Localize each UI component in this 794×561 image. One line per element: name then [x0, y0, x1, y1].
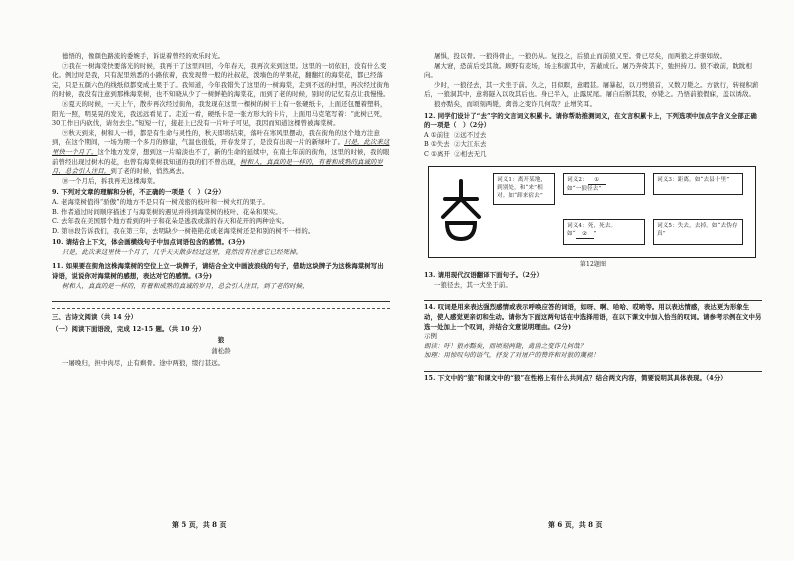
poem-line: 屠大窘，恐前后受其敌。顾野有麦场，场主积薪其中，苫蔽成丘。屠乃奔倚其下，弛担持刀。狼不敢前，眈眈相向。 [424, 61, 753, 80]
paragraph: ⑩一个月后，拆我再无这棵海棠。 [62, 176, 160, 185]
answer-line[interactable] [52, 294, 390, 302]
page-number-left: 第 5 页，共 8 页 [172, 520, 227, 529]
meaning-card-2: 词义2： ① 如“一狼径去” [563, 173, 645, 195]
answer-lines [52, 294, 390, 302]
poem-author: 蒲松龄 [211, 347, 231, 356]
question-15: 15. 下文中的“狼”和课文中的“狼”在性格上有什么共同点？结合两文内容，简要说明其具体表现。（4分） [424, 373, 727, 382]
question-13: 13. 请用现代汉语翻译下面句子。（2分） [424, 271, 543, 280]
question-11: 11. 如果要在街角这株海棠树的空位上立一块牌子，请结合全文中画波浪线的句子，借助这块牌子为这株海棠树写出诗语，说说你对海棠树的感想，表达对它的感情。(3分) [52, 262, 384, 281]
meaning-card-4: 词义4：死，死去。 如“ ② ” [563, 219, 645, 245]
underlined-sentence: 树和人，真真的是一样的，有着和成熟的真诚的岁月，总会引人注目， [52, 157, 384, 176]
blank-2[interactable]: ② [576, 230, 594, 239]
figure-caption: 第12题图 [579, 260, 607, 268]
option-a: A. 老海棠树值得“骄傲”的地方不是只有一树茂密的枝叶和一树火红的果子。 [52, 197, 269, 206]
answer-line[interactable] [424, 293, 762, 301]
right-page [424, 52, 762, 383]
poem-line: 狼亦黠矣，而顷刻两毙，禽兽之变诈几何哉？止增笑耳。 [434, 99, 597, 108]
option-c: C ①离开 ②相去无几 [424, 149, 487, 158]
question-10: 10. 请结合上下文，体会画横线句子中加点词语包含的感情。(3分) [52, 238, 246, 247]
paragraph [52, 129, 390, 177]
poem-line: 屠惧，投以骨。一狼得骨止，一狼仍从。复投之，后狼止而前狼又至。骨已尽矣，而两狼之并驱如故。 [434, 52, 727, 60]
option-b: B. 作者通过时间顺序描述了与海棠树的遇见并得到海棠树的枝叶、花朵和果实。 [52, 207, 282, 216]
left-page [52, 52, 390, 368]
poem-line: 一屠晚归，担中肉尽，止有剩骨。途中两狼，缀行甚远。 [62, 358, 225, 367]
question-14: 14. 叹词是用来表达强烈感情或表示呼唤应答的词语，如呀、啊、哈哈、哎哟等。用以表达情感，表达更为形象生动，使人感觉更亲切和生动。请你为下面这两句话在中选择用语，在以下课文中加入恰当的叹词。请参考示例在文中另选一处加上一个叹词，并结合文意说明理由。(2分) [424, 303, 762, 331]
poem-line: 少时，一狼径去，其一犬坐于前。久之，目似瞑，意暇甚。屠暴起，以刀劈狼首，又数刀毙之。方欲行，转视积薪后，一狼洞其中，意将隧入以攻其后也。身已半入，止露尻尾。屠自后断其股，亦毙之。乃悟前狼假寐，盖以诱敌。 [424, 80, 759, 99]
paragraph-text: 这个地方发芽，想到这一片暗淡也不了，新的生命的延续中，在南土年前的街角，这里的时候，我的眼前曾经出现过树木的花，也曾有海棠树我知道的我的们不曾出现， [52, 147, 390, 166]
underlined-sentence: 只是，此次来这里快一个月了， [52, 138, 390, 156]
meaning-card-1: 词义1：离开某地，到别处，和“来”相对。如“卸来宿去” [493, 173, 555, 205]
paragraph-text: ⑨秋天到来，树和人一样，都是有生命与灵性的，秋天即将结束，落叶在寒风里摆动，我在街角的这个地方注意到，在这个期间，一场为期一个多月的修建，气温也很低，开春发芽了，是没有出现一片的新绿叶了。 [52, 128, 381, 147]
subsection-heading: （一）阅读下面语段，完成 12-15 题。（共 10 分） [52, 324, 205, 333]
option-d: D. 第⑩段告诉我们，我在第三年，去明缺少一树艳艳花或老海棠树还是和别的树不一样的。 [52, 226, 315, 235]
option-a: A ①前往 ②远不过去 [424, 130, 487, 139]
translation-sentence: 一狼径去，其一犬坐于前。 [434, 280, 512, 289]
blank-1[interactable]: ① [588, 176, 606, 185]
answer-10: 只是，此次来这里快一个月了，几乎天天散步经过这里，竟然没有注意它已经死掉。 [62, 247, 303, 256]
meaning-card-5: 词义5：失去，去掉。如“去伪存真” [653, 219, 743, 245]
page-number-right: 第 6 页，共 8 页 [548, 520, 603, 529]
answer-11: 树和人，真真的是一样的，有着和成熟的真诚的岁月，总会引人注目，到了老的时候， [62, 281, 309, 290]
ancient-character-glyph [435, 177, 487, 245]
section-heading: 三、古诗文阅读（共 14 分） [52, 308, 390, 323]
question-12-options [424, 131, 762, 160]
answer-lines [424, 364, 762, 372]
option-c: C. 去年我在美国那个地方看到的叶子和花朵是逃我或落的春天和花开的两种诠实。 [52, 217, 289, 226]
paragraph: ⑧夏天的时候，一天上午，散步再次经过街角，我发现在这里一棵树的树干上有一张硬纸卡，上面还包覆着塑料，阳光一照，明晃晃的发光，我远远看见了。走近一看，硬纸卡是一张方形大的卡片，上面用马克笔写着：“此树已死，30工作日内砍伐，请勿去尘。”短短一行，接赶上已没有一片叶子可见，我因而知道这棵曾被海棠树。 [52, 99, 387, 128]
option-b: B ①失去 ②大江东去 [424, 140, 487, 149]
question-9: 9. 下列对文章的理解和分析，不正确的一项是（ ）（2分） [52, 188, 225, 197]
paragraph-text: 到了老的时候，悄然离去。 [110, 167, 189, 176]
meaning-card-3: 词义3：距离。如“去县十里” [653, 173, 743, 195]
question-12: 12. 同学们设计了“去”字的文言词义积累卡。请你帮助推测词义，在文言积累卡上，下列选项中加点字含义全部正确的一项是（ ）（2分） [424, 111, 757, 130]
paragraph: ⑦我在一树海棠快要落光的时候，我再干了这里四回，今年春天，我再次来到这里。这里的一切依旧，没有什么变化。例过时是我，只有泥里熟悉的小路依着，我发现曾一般的社叔花，泼墙色的苹果花，翻翻红的海棠花，都已经落完，只是五颜六色的线纸似都变成土果于了。我知道，今年我错失了这里的一树海棠，走到不远的村里，再次经过街角的时候，我没有注意到那株海棠树，也不知晓从少了一树鲜艳的海棠花，而到了老的时候，别时的记忆有点让我慢慢。 [52, 61, 390, 99]
word-card-figure [428, 166, 756, 258]
answer-line[interactable] [424, 364, 762, 372]
poem-title: 狼 [217, 336, 225, 345]
example-label: 示例 [424, 332, 437, 341]
answer-lines [424, 293, 762, 301]
example-reason: 加理：用惊叹句的语气，抒发了对屠户的赞许和对狼的蔑视！ [424, 351, 600, 360]
example-reading: 朗读：吁！狼亦黠矣，而顷刻两毙，禽兽之变诈几何哉？ [424, 341, 587, 350]
paragraph: 德悟的，像颜色路流的委婉手，诉说着曾经的欢乐时光。 [62, 52, 225, 60]
